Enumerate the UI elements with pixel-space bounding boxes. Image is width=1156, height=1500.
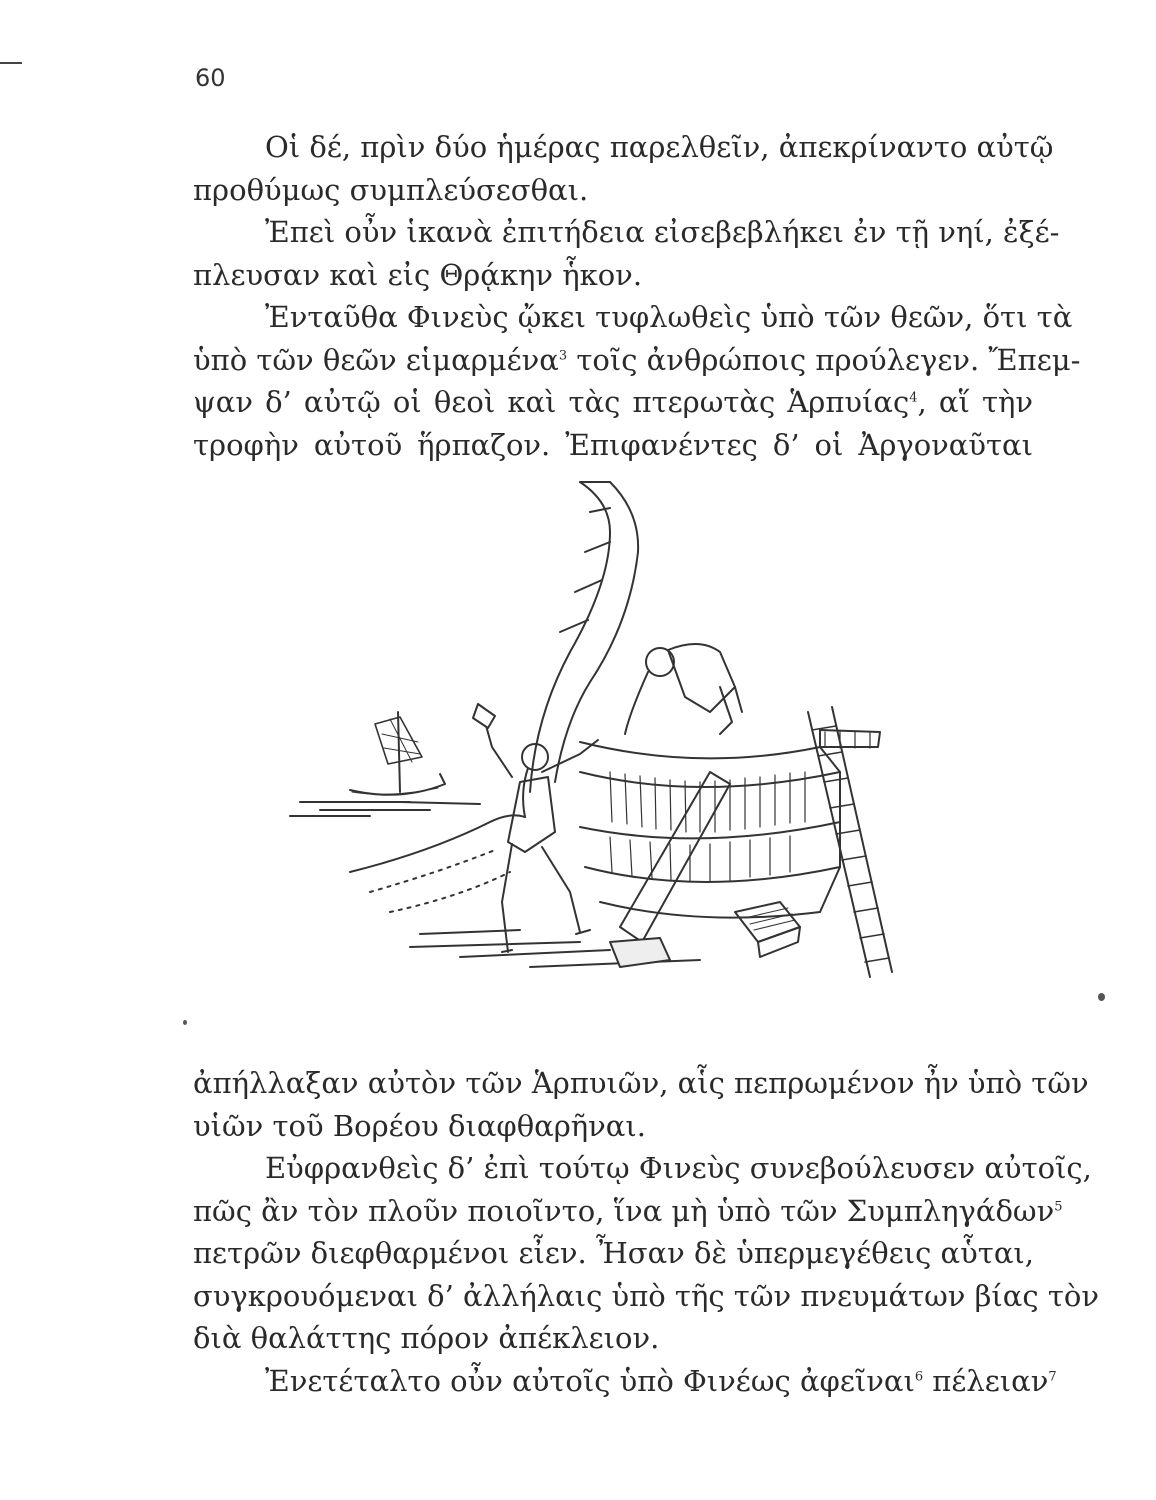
text-line (193, 424, 1033, 467)
sea-lines (290, 802, 480, 816)
text-line (193, 169, 1033, 212)
text-line-content: προθύμως συμπλεύσεσθαι. (193, 172, 589, 207)
scan-speck (183, 1020, 187, 1025)
text-line (193, 1360, 1057, 1403)
footnote-marker: 7 (1048, 1368, 1057, 1384)
text-line-content: Ἐπεὶ οὖν ἱκανὰ ἐπιτήδεια εἰσεβεβλήκει ἐν τῇ νηί, ἐξέ- (265, 215, 1060, 249)
page-number: 60 (195, 64, 226, 92)
scan-edge-mark (0, 62, 22, 64)
text-line (193, 254, 1033, 297)
text-line (193, 381, 1033, 424)
footnote-marker: 5 (1054, 1198, 1063, 1214)
footnote-marker: 3 (558, 347, 568, 363)
text-line-content: πλευσαν καὶ εἰς Θρᾴκην ἧκον. (193, 257, 643, 292)
paragraph-block-bottom (193, 1062, 1099, 1402)
text-line (193, 1232, 1033, 1275)
text-line (193, 1275, 1099, 1318)
timber-block (735, 902, 800, 957)
text-line-content: Οἱ δέ, πρὶν δύο ἡμέρας παρελθεῖν, ἀπεκρίναντο αὐτῷ (265, 130, 1054, 164)
text-line-content: ὑπὸ τῶν θεῶν εἱμαρμένα (193, 342, 559, 377)
paragraph-block-top (193, 126, 1081, 466)
text-line-content: Ἐνετέταλτο οὖν αὐτοῖς ὑπὸ Φινέως ἀφεῖναι (265, 1363, 915, 1398)
text-line-content: υἱῶν τοῦ Βορέου διαφθαρῆναι. (193, 1108, 646, 1143)
text-line-content: πῶς ἂν τὸν πλοῦν ποιοῖντο, ἵνα μὴ ὑπὸ τῶν Συμπληγάδων (193, 1193, 1055, 1228)
distant-ship-icon (350, 712, 445, 795)
text-line (193, 126, 1054, 169)
text-line (193, 1190, 1063, 1233)
ship-prow (530, 482, 638, 792)
text-line (193, 1062, 1089, 1105)
text-line (193, 1317, 1033, 1360)
text-line-content: Ἐνταῦθα Φινεὺς ᾤκει τυφλωθεὶς ὑπὸ τῶν θεῶν, ὅτι τὰ (265, 300, 1073, 334)
footnote-marker: 4 (909, 390, 918, 406)
text-line (193, 211, 1060, 254)
text-line-content: ἀπήλλαξαν αὐτὸν τῶν Ἁρπυιῶν, αἷς πεπρωμένον ἦν ὑπὸ τῶν (193, 1066, 1089, 1100)
text-line (193, 1147, 1092, 1190)
text-line-continuation: τοῖς ἀνθρώποις προύλεγεν. Ἔπεμ- (567, 342, 1081, 377)
scan-speck (1098, 993, 1105, 1001)
worker-figure (625, 644, 742, 734)
text-line (193, 296, 1073, 339)
text-line-continuation: , αἵ τὴν (917, 385, 1033, 419)
shipwright-figure (473, 704, 598, 952)
text-line-content: διὰ θαλάττης πόρον ἀπέκλειον. (193, 1321, 660, 1355)
text-line (193, 1105, 1033, 1148)
text-line-continuation: πέλειαν (923, 1363, 1049, 1398)
footnote-marker: 6 (914, 1368, 924, 1384)
ship-building-illustration (280, 472, 940, 1052)
text-line-content: πετρῶν διεφθαρμένοι εἶεν. Ἦσαν δὲ ὑπερμεγέθεις αὗται, (193, 1236, 1034, 1270)
text-line (193, 339, 1081, 382)
text-line-content: τροφὴν αὐτοῦ ἥρπαζον. Ἐπιφανέντες δ’ οἱ Ἀργοναῦται (193, 427, 1033, 462)
text-line-content: ψαν δ’ αὐτῷ οἱ θεοὶ καὶ τὰς πτερωτὰς Ἁρπυίας (193, 385, 910, 419)
text-line-content: συγκρουόμεναι δ’ ἀλλήλαις ὑπὸ τῆς τῶν πνευμάτων βίας τὸν (193, 1278, 1099, 1313)
text-line-content: Εὐφρανθεὶς δ’ ἐπὶ τούτῳ Φινεὺς συνεβούλευσεν αὐτοῖς, (265, 1151, 1092, 1185)
